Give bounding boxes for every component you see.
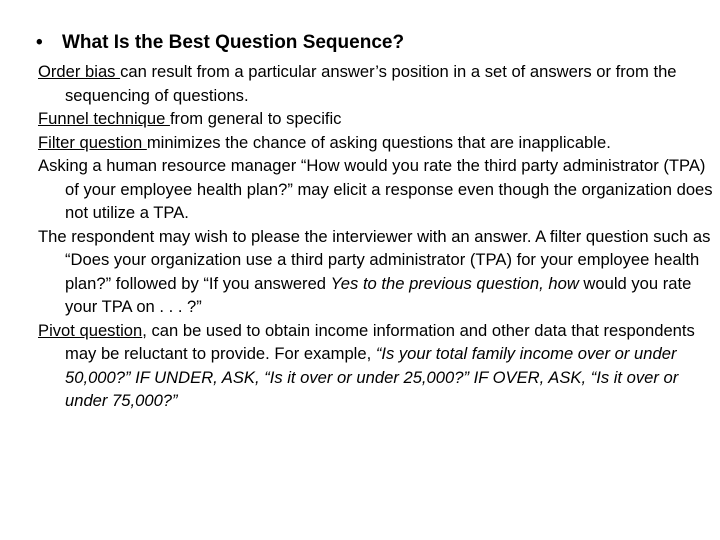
paragraph-order-bias: [38, 60, 718, 107]
slide-title: [36, 30, 404, 56]
slide-body: [38, 60, 718, 413]
term-funnel-technique: Funnel technique: [38, 109, 170, 128]
paragraph-respondent: [38, 225, 718, 319]
hr-example-text: Asking a human resource manager “How would you rate the third party administrator (TPA) of your employee health plan?” may elicit a response even though the organization does not utilize a TPA.: [38, 156, 713, 222]
respondent-text-after: would you rate your TPA on . . . ?”: [65, 273, 692, 316]
title-text: What Is the Best Question Sequence?: [62, 32, 405, 53]
respondent-text-before: The respondent may wish to please the interviewer with an answer. A filter question such as “Does your organization use a third party administrator (TPA) for your employee health plan?” followed by “If you answered: [38, 226, 711, 293]
filter-question-text: minimizes the chance of asking questions that are inapplicable.: [146, 132, 611, 152]
paragraph-funnel-technique: [38, 107, 718, 131]
funnel-technique-text: from general to specific: [169, 109, 342, 128]
term-order-bias: Order bias: [38, 62, 121, 81]
respondent-text-italic: Yes to the previous question, how: [330, 273, 579, 293]
paragraph-pivot-question: [38, 319, 718, 413]
paragraph-hr-example: [38, 154, 718, 225]
term-pivot-question: Pivot question: [38, 320, 143, 340]
pivot-question-text: , can be used to obtain income information and other data that respondents may be reluctant to provide. For example,: [65, 320, 695, 363]
order-bias-text: can result from a particular answer’s position in a set of answers or from the sequencing of questions.: [65, 62, 677, 105]
term-filter-question: Filter question: [38, 132, 147, 152]
paragraph-filter-question: [38, 131, 718, 155]
title-bullet: •: [36, 32, 43, 53]
pivot-question-example: “Is your total family income over or under 50,000?” IF UNDER, ASK, “Is it over or under 25,000?” IF OVER, ASK, “Is it over or under 75,000?”: [65, 344, 679, 410]
